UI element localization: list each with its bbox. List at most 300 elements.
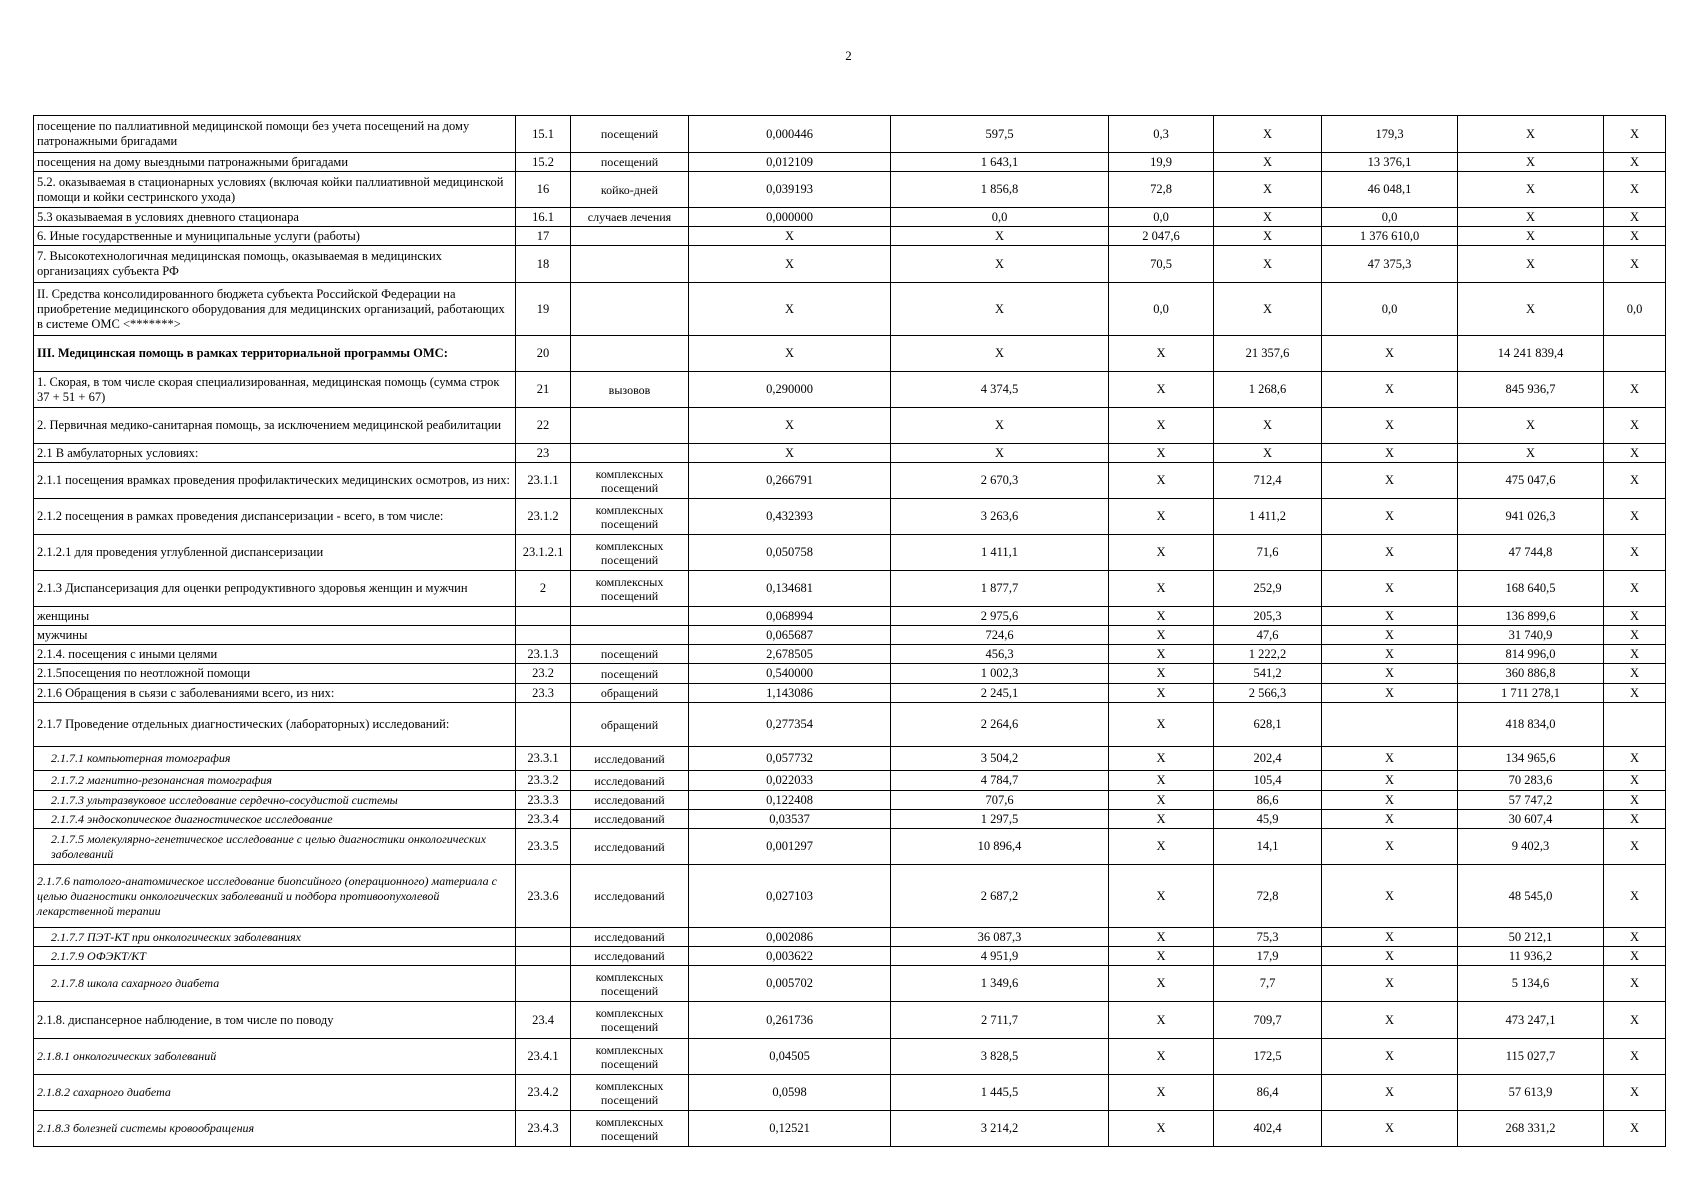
row-value-7: 1 222,2 xyxy=(1214,645,1322,664)
row-name: III. Медицинская помощь в рамках территориальной программы ОМС: xyxy=(34,336,516,372)
row-value-4: 0,050758 xyxy=(689,535,891,571)
row-value-5: 597,5 xyxy=(891,116,1109,153)
row-value-7: 105,4 xyxy=(1214,771,1322,791)
row-value-6: X xyxy=(1109,1075,1214,1111)
row-value-9: 473 247,1 xyxy=(1458,1002,1604,1039)
row-value-8: X xyxy=(1322,966,1458,1002)
row-value-6: 0,3 xyxy=(1109,116,1214,153)
row-value-10: X xyxy=(1604,1111,1666,1147)
row-code: 21 xyxy=(516,372,571,408)
row-value-10: 0,0 xyxy=(1604,283,1666,336)
table-row xyxy=(34,172,1666,208)
row-code: 23.3.2 xyxy=(516,771,571,791)
row-unit: комплексных посещений xyxy=(571,463,689,499)
row-value-6: X xyxy=(1109,535,1214,571)
row-value-7: X xyxy=(1214,227,1322,246)
row-name: 2.1.7 Проведение отдельных диагностических (лабораторных) исследований: xyxy=(34,703,516,747)
row-value-6: 19,9 xyxy=(1109,153,1214,172)
row-name: 2.1.3 Диспансеризация для оценки репродуктивного здоровья женщин и мужчин xyxy=(34,571,516,607)
row-code: 23 xyxy=(516,444,571,463)
row-value-9: 941 026,3 xyxy=(1458,499,1604,535)
row-unit xyxy=(571,408,689,444)
data-table xyxy=(33,115,1666,1147)
row-value-9: 168 640,5 xyxy=(1458,571,1604,607)
row-value-8: 13 376,1 xyxy=(1322,153,1458,172)
row-value-9: 845 936,7 xyxy=(1458,372,1604,408)
row-value-9: 48 545,0 xyxy=(1458,865,1604,928)
row-value-6: X xyxy=(1109,1002,1214,1039)
row-value-8: X xyxy=(1322,336,1458,372)
row-value-4: 0,03537 xyxy=(689,810,891,829)
row-value-6: X xyxy=(1109,810,1214,829)
row-unit xyxy=(571,607,689,626)
row-value-8: X xyxy=(1322,626,1458,645)
row-value-9: 11 936,2 xyxy=(1458,947,1604,966)
row-value-5: 2 670,3 xyxy=(891,463,1109,499)
row-unit: комплексных посещений xyxy=(571,571,689,607)
row-value-7: 541,2 xyxy=(1214,664,1322,684)
row-value-8: X xyxy=(1322,1002,1458,1039)
row-value-6: X xyxy=(1109,499,1214,535)
row-value-7: 71,6 xyxy=(1214,535,1322,571)
row-name: мужчины xyxy=(34,626,516,645)
row-value-4: 0,04505 xyxy=(689,1039,891,1075)
table-row xyxy=(34,747,1666,771)
row-value-7: X xyxy=(1214,408,1322,444)
row-value-9: 475 047,6 xyxy=(1458,463,1604,499)
row-value-10: X xyxy=(1604,1039,1666,1075)
row-code: 15.1 xyxy=(516,116,571,153)
table-row xyxy=(34,571,1666,607)
row-value-4: 0,266791 xyxy=(689,463,891,499)
row-value-5: 36 087,3 xyxy=(891,928,1109,947)
row-value-7: 17,9 xyxy=(1214,947,1322,966)
row-value-5: 1 877,7 xyxy=(891,571,1109,607)
row-value-8: X xyxy=(1322,771,1458,791)
table-row xyxy=(34,810,1666,829)
row-value-4: X xyxy=(689,336,891,372)
row-code: 2 xyxy=(516,571,571,607)
row-value-7: 86,6 xyxy=(1214,791,1322,810)
row-value-4: 0,0598 xyxy=(689,1075,891,1111)
table-row xyxy=(34,372,1666,408)
row-value-5: 1 411,1 xyxy=(891,535,1109,571)
row-value-9: X xyxy=(1458,283,1604,336)
row-code: 17 xyxy=(516,227,571,246)
row-value-4: 0,540000 xyxy=(689,664,891,684)
row-value-6: X xyxy=(1109,626,1214,645)
row-value-4: 0,005702 xyxy=(689,966,891,1002)
table-row xyxy=(34,1039,1666,1075)
row-value-10: X xyxy=(1604,1075,1666,1111)
row-value-6: X xyxy=(1109,747,1214,771)
row-value-8: X xyxy=(1322,810,1458,829)
table-row xyxy=(34,408,1666,444)
row-value-10 xyxy=(1604,336,1666,372)
row-value-4: 0,022033 xyxy=(689,771,891,791)
row-value-8: 0,0 xyxy=(1322,283,1458,336)
row-value-7: X xyxy=(1214,172,1322,208)
row-code: 20 xyxy=(516,336,571,372)
row-name: 2.1.7.4 эндоскопическое диагностическое исследование xyxy=(34,810,516,829)
row-code xyxy=(516,626,571,645)
row-name: посещения на дому выездными патронажными бригадами xyxy=(34,153,516,172)
row-name: 2. Первичная медико-санитарная помощь, за исключением медицинской реабилитации xyxy=(34,408,516,444)
row-name: 1. Скорая, в том числе скорая специализированная, медицинская помощь (сумма строк 37 + 51 + 67) xyxy=(34,372,516,408)
row-unit: исследований xyxy=(571,810,689,829)
row-value-8: X xyxy=(1322,1039,1458,1075)
row-value-7: 709,7 xyxy=(1214,1002,1322,1039)
row-value-6: X xyxy=(1109,1039,1214,1075)
row-value-10: X xyxy=(1604,791,1666,810)
row-value-5: 1 002,3 xyxy=(891,664,1109,684)
row-unit: комплексных посещений xyxy=(571,1039,689,1075)
row-value-10: X xyxy=(1604,684,1666,703)
row-unit: комплексных посещений xyxy=(571,1111,689,1147)
row-value-8 xyxy=(1322,703,1458,747)
row-unit: посещений xyxy=(571,116,689,153)
row-value-5: 1 297,5 xyxy=(891,810,1109,829)
row-unit: исследований xyxy=(571,829,689,865)
row-value-8: X xyxy=(1322,463,1458,499)
row-value-4: 0,001297 xyxy=(689,829,891,865)
row-value-7: 252,9 xyxy=(1214,571,1322,607)
row-code: 23.4.1 xyxy=(516,1039,571,1075)
row-value-10: X xyxy=(1604,116,1666,153)
row-value-10: X xyxy=(1604,227,1666,246)
row-value-9: 14 241 839,4 xyxy=(1458,336,1604,372)
row-value-4: 0,057732 xyxy=(689,747,891,771)
row-value-9: X xyxy=(1458,208,1604,227)
row-value-9: 1 711 278,1 xyxy=(1458,684,1604,703)
row-value-5: 1 445,5 xyxy=(891,1075,1109,1111)
row-value-9: X xyxy=(1458,444,1604,463)
row-value-7: 1 411,2 xyxy=(1214,499,1322,535)
row-value-4: 0,12521 xyxy=(689,1111,891,1147)
row-value-7: X xyxy=(1214,246,1322,283)
row-value-9: X xyxy=(1458,153,1604,172)
row-value-9: 57 747,2 xyxy=(1458,791,1604,810)
row-name: II. Средства консолидированного бюджета субъекта Российской Федерации на приобретение медицинского оборудования для медицинских организаций, работающих в системе ОМС <*******> xyxy=(34,283,516,336)
row-value-9: 70 283,6 xyxy=(1458,771,1604,791)
row-value-10: X xyxy=(1604,947,1666,966)
table-row xyxy=(34,865,1666,928)
row-value-7: X xyxy=(1214,153,1322,172)
row-value-5: 3 214,2 xyxy=(891,1111,1109,1147)
row-value-6: X xyxy=(1109,928,1214,947)
row-value-10: X xyxy=(1604,645,1666,664)
row-code: 19 xyxy=(516,283,571,336)
row-value-5: 1 349,6 xyxy=(891,966,1109,1002)
row-unit: посещений xyxy=(571,153,689,172)
row-name: 2.1.2 посещения в рамках проведения диспансеризации - всего, в том числе: xyxy=(34,499,516,535)
row-value-4: 0,065687 xyxy=(689,626,891,645)
table-row xyxy=(34,208,1666,227)
row-unit: исследований xyxy=(571,947,689,966)
row-value-7: 712,4 xyxy=(1214,463,1322,499)
row-name: 2.1.8.2 сахарного диабета xyxy=(34,1075,516,1111)
row-code: 23.4.3 xyxy=(516,1111,571,1147)
row-code xyxy=(516,607,571,626)
row-name: 7. Высокотехнологичная медицинская помощь, оказываемая в медицинских организациях субъекта РФ xyxy=(34,246,516,283)
row-value-7: 86,4 xyxy=(1214,1075,1322,1111)
row-value-7: 628,1 xyxy=(1214,703,1322,747)
row-unit: исследований xyxy=(571,747,689,771)
table-row xyxy=(34,791,1666,810)
row-code: 23.1.2.1 xyxy=(516,535,571,571)
row-value-8: X xyxy=(1322,645,1458,664)
row-value-9: 31 740,9 xyxy=(1458,626,1604,645)
row-value-9: 115 027,7 xyxy=(1458,1039,1604,1075)
row-value-4: 0,003622 xyxy=(689,947,891,966)
table-row xyxy=(34,928,1666,947)
row-value-6: X xyxy=(1109,444,1214,463)
row-name: 2.1.8. диспансерное наблюдение, в том числе по поводу xyxy=(34,1002,516,1039)
row-value-6: X xyxy=(1109,607,1214,626)
row-value-7: 1 268,6 xyxy=(1214,372,1322,408)
row-value-7: 205,3 xyxy=(1214,607,1322,626)
table-row xyxy=(34,829,1666,865)
row-value-7: X xyxy=(1214,116,1322,153)
row-name: 6. Иные государственные и муниципальные услуги (работы) xyxy=(34,227,516,246)
row-value-10: X xyxy=(1604,1002,1666,1039)
row-unit xyxy=(571,246,689,283)
row-name: 2.1.2.1 для проведения углубленной диспансеризации xyxy=(34,535,516,571)
row-value-10: X xyxy=(1604,865,1666,928)
row-value-4: 2,678505 xyxy=(689,645,891,664)
row-value-8: X xyxy=(1322,791,1458,810)
row-value-8: X xyxy=(1322,829,1458,865)
table-row xyxy=(34,966,1666,1002)
row-value-8: X xyxy=(1322,408,1458,444)
row-code: 16.1 xyxy=(516,208,571,227)
row-code: 23.1.1 xyxy=(516,463,571,499)
row-value-8: X xyxy=(1322,684,1458,703)
row-code xyxy=(516,947,571,966)
row-value-7: 45,9 xyxy=(1214,810,1322,829)
table-row xyxy=(34,283,1666,336)
row-name: 2.1.6 Обращения в сьязи с заболеваниями всего, из них: xyxy=(34,684,516,703)
row-value-6: X xyxy=(1109,771,1214,791)
row-value-6: X xyxy=(1109,463,1214,499)
row-value-7: 72,8 xyxy=(1214,865,1322,928)
row-value-10: X xyxy=(1604,810,1666,829)
table-row xyxy=(34,336,1666,372)
row-value-4: 0,261736 xyxy=(689,1002,891,1039)
row-value-5: 2 711,7 xyxy=(891,1002,1109,1039)
row-value-8: X xyxy=(1322,865,1458,928)
row-value-8: X xyxy=(1322,947,1458,966)
row-value-6: 70,5 xyxy=(1109,246,1214,283)
row-value-9: 47 744,8 xyxy=(1458,535,1604,571)
row-value-8: X xyxy=(1322,747,1458,771)
row-value-8: X xyxy=(1322,372,1458,408)
row-value-4: X xyxy=(689,227,891,246)
row-value-6: X xyxy=(1109,865,1214,928)
row-value-5: X xyxy=(891,283,1109,336)
table-row xyxy=(34,1002,1666,1039)
row-name: 2.1.7.7 ПЭТ-КТ при онкологических заболеваниях xyxy=(34,928,516,947)
row-value-7: X xyxy=(1214,283,1322,336)
row-unit xyxy=(571,444,689,463)
row-value-5: 4 784,7 xyxy=(891,771,1109,791)
row-value-7: X xyxy=(1214,208,1322,227)
row-value-5: X xyxy=(891,227,1109,246)
row-value-8: X xyxy=(1322,1075,1458,1111)
row-unit: койко-дней xyxy=(571,172,689,208)
row-value-5: X xyxy=(891,408,1109,444)
row-value-6: 0,0 xyxy=(1109,208,1214,227)
row-name: 2.1.7.3 ультразвуковое исследование сердечно-сосудистой системы xyxy=(34,791,516,810)
row-value-9: 814 996,0 xyxy=(1458,645,1604,664)
row-value-10: X xyxy=(1604,571,1666,607)
table-row xyxy=(34,684,1666,703)
row-value-6: X xyxy=(1109,336,1214,372)
row-code: 23.3.5 xyxy=(516,829,571,865)
row-name: 2.1.7.5 молекулярно-генетическое исследование с целью диагностики онкологических заболеваний xyxy=(34,829,516,865)
row-name: 2.1.7.2 магнитно-резонансная томография xyxy=(34,771,516,791)
row-value-6: X xyxy=(1109,966,1214,1002)
row-value-8: X xyxy=(1322,444,1458,463)
row-value-10: X xyxy=(1604,372,1666,408)
row-value-5: 0,0 xyxy=(891,208,1109,227)
row-value-9: X xyxy=(1458,116,1604,153)
row-value-5: 3 263,6 xyxy=(891,499,1109,535)
row-value-4: 0,122408 xyxy=(689,791,891,810)
row-unit: исследований xyxy=(571,865,689,928)
row-value-10: X xyxy=(1604,747,1666,771)
row-value-4: 0,068994 xyxy=(689,607,891,626)
row-unit xyxy=(571,626,689,645)
table-row xyxy=(34,1075,1666,1111)
row-value-9: 136 899,6 xyxy=(1458,607,1604,626)
row-value-4: 0,290000 xyxy=(689,372,891,408)
row-value-6: X xyxy=(1109,829,1214,865)
row-value-5: 10 896,4 xyxy=(891,829,1109,865)
row-value-4: X xyxy=(689,408,891,444)
row-name: 2.1.8.3 болезней системы кровообращения xyxy=(34,1111,516,1147)
row-value-10: X xyxy=(1604,172,1666,208)
table-row xyxy=(34,535,1666,571)
row-value-10: X xyxy=(1604,153,1666,172)
row-value-7: 172,5 xyxy=(1214,1039,1322,1075)
row-code: 23.1.3 xyxy=(516,645,571,664)
row-value-5: 1 856,8 xyxy=(891,172,1109,208)
row-name: 2.1.7.6 патолого-анатомическое исследование биопсийного (операционного) материала с целью диагностики онкологических заболеваний и подбора противоопухолевой лекарственной терапии xyxy=(34,865,516,928)
row-value-8: 1 376 610,0 xyxy=(1322,227,1458,246)
row-value-5: 724,6 xyxy=(891,626,1109,645)
row-value-9: 268 331,2 xyxy=(1458,1111,1604,1147)
row-value-9: X xyxy=(1458,172,1604,208)
row-value-9: X xyxy=(1458,246,1604,283)
row-value-10: X xyxy=(1604,444,1666,463)
row-unit xyxy=(571,283,689,336)
table-row xyxy=(34,664,1666,684)
row-code: 23.3.1 xyxy=(516,747,571,771)
row-value-5: 3 828,5 xyxy=(891,1039,1109,1075)
row-value-8: X xyxy=(1322,928,1458,947)
row-value-6: 2 047,6 xyxy=(1109,227,1214,246)
table-row xyxy=(34,499,1666,535)
row-value-7: 21 357,6 xyxy=(1214,336,1322,372)
row-value-10: X xyxy=(1604,246,1666,283)
row-unit xyxy=(571,227,689,246)
row-value-8: 179,3 xyxy=(1322,116,1458,153)
row-value-7: 14,1 xyxy=(1214,829,1322,865)
row-code xyxy=(516,966,571,1002)
row-unit xyxy=(571,336,689,372)
row-value-4: X xyxy=(689,283,891,336)
row-value-7: 7,7 xyxy=(1214,966,1322,1002)
row-value-9: 9 402,3 xyxy=(1458,829,1604,865)
row-name: 2.1.7.8 школа сахарного диабета xyxy=(34,966,516,1002)
row-name: 2.1.4. посещения с иными целями xyxy=(34,645,516,664)
row-value-9: 5 134,6 xyxy=(1458,966,1604,1002)
table-row xyxy=(34,1111,1666,1147)
row-value-6: X xyxy=(1109,571,1214,607)
row-value-5: 707,6 xyxy=(891,791,1109,810)
row-name: 2.1.1 посещения врамках проведения профилактических медицинских осмотров, из них: xyxy=(34,463,516,499)
row-value-4: 0,000000 xyxy=(689,208,891,227)
row-value-10: X xyxy=(1604,626,1666,645)
row-value-10: X xyxy=(1604,664,1666,684)
row-value-6: X xyxy=(1109,1111,1214,1147)
row-value-7: 75,3 xyxy=(1214,928,1322,947)
row-value-10: X xyxy=(1604,771,1666,791)
row-code: 16 xyxy=(516,172,571,208)
row-value-8: X xyxy=(1322,499,1458,535)
row-value-5: X xyxy=(891,246,1109,283)
row-code: 22 xyxy=(516,408,571,444)
row-unit: обращений xyxy=(571,684,689,703)
row-name: 2.1.7.1 компьютерная томография xyxy=(34,747,516,771)
row-value-4: 0,277354 xyxy=(689,703,891,747)
row-value-8: X xyxy=(1322,535,1458,571)
row-value-6: X xyxy=(1109,645,1214,664)
row-value-9: X xyxy=(1458,227,1604,246)
row-name: женщины xyxy=(34,607,516,626)
row-value-6: X xyxy=(1109,664,1214,684)
row-value-5: 3 504,2 xyxy=(891,747,1109,771)
row-code: 23.4.2 xyxy=(516,1075,571,1111)
row-value-7: 402,4 xyxy=(1214,1111,1322,1147)
row-code: 23.2 xyxy=(516,664,571,684)
row-value-7: 202,4 xyxy=(1214,747,1322,771)
row-value-5: 4 951,9 xyxy=(891,947,1109,966)
row-name: 2.1.8.1 онкологических заболеваний xyxy=(34,1039,516,1075)
row-value-9: X xyxy=(1458,408,1604,444)
row-name: 5.3 оказываемая в условиях дневного стационара xyxy=(34,208,516,227)
row-value-6: 72,8 xyxy=(1109,172,1214,208)
page-number: 2 xyxy=(845,48,852,63)
table-row xyxy=(34,607,1666,626)
row-unit: комплексных посещений xyxy=(571,499,689,535)
row-value-4: 1,143086 xyxy=(689,684,891,703)
table-row xyxy=(34,116,1666,153)
table-row xyxy=(34,463,1666,499)
row-unit: случаев лечения xyxy=(571,208,689,227)
row-value-7: 47,6 xyxy=(1214,626,1322,645)
row-value-5: 456,3 xyxy=(891,645,1109,664)
row-value-5: X xyxy=(891,444,1109,463)
row-name: 5.2. оказываемая в стационарных условиях (включая койки паллиативной медицинской помощи и койки сестринского ухода) xyxy=(34,172,516,208)
row-value-6: X xyxy=(1109,684,1214,703)
row-unit: обращений xyxy=(571,703,689,747)
row-value-10: X xyxy=(1604,463,1666,499)
table-row xyxy=(34,771,1666,791)
row-code: 23.3.6 xyxy=(516,865,571,928)
table-row xyxy=(34,227,1666,246)
